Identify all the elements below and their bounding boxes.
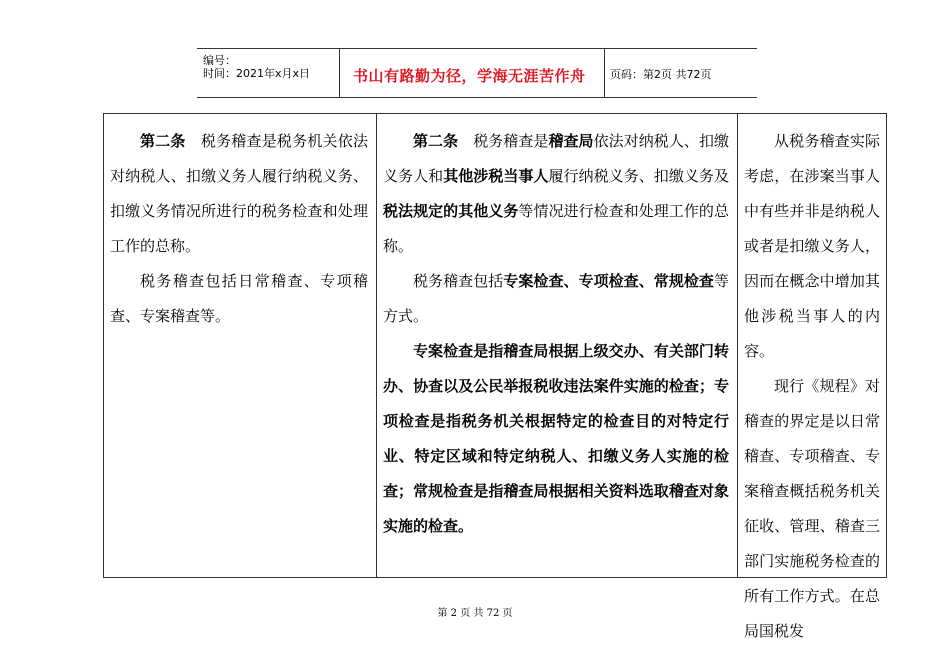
emphasis: 专案检查、专项检查、常规检查: [503, 272, 714, 290]
text-run: 税务稽查包括: [413, 272, 504, 290]
number-label: 编号：: [203, 54, 236, 67]
paragraph: 现行《规程》对稽查的界定是以日常稽查、专项稽查、专案稽查概括税务机关征收、管理、稽查三部门实施税务检查的所有工作方式。在总局国税发: [744, 377, 880, 640]
page-code: 页码：第2页 共72页: [610, 68, 712, 81]
motto: 书山有路勤为径，学海无涯苦作舟: [353, 67, 586, 85]
header-motto-cell: [340, 49, 800, 97]
article-number: 第二条: [140, 132, 186, 150]
page-footer: 第 2 页 共 72 页: [437, 608, 513, 619]
paragraph: [383, 264, 729, 334]
text-run: 税务稽查是: [458, 132, 549, 150]
explanation-column: [738, 114, 888, 640]
emphasis: 其他涉税当事人: [443, 167, 549, 185]
article-text: 税务稽查是税务机关依法对纳税人、扣缴义务人履行纳税义务、扣缴义务情况所进行的税务检查和处理工作的总称。: [110, 132, 368, 255]
emphasis: 稽查局: [548, 132, 594, 150]
time-label: 时间：2021年x月x日: [203, 67, 311, 80]
original-text-column: [104, 114, 377, 577]
text-run: 等情况进行检查和处理工作的总称。: [383, 202, 729, 255]
text-run: 履行纳税义务、扣缴义务及: [548, 167, 729, 185]
revised-text-column: [377, 114, 738, 577]
article-number: 第二条: [413, 132, 459, 150]
paragraph: 从税务稽查实际考虑，在涉案当事人中有些并非是纳税人或者是扣缴义务人，因而在概念中增加其他涉税当事人的内容。: [744, 132, 880, 360]
header-meta: [197, 49, 339, 97]
text-run: 等方式。: [383, 272, 729, 325]
paragraph: [110, 124, 368, 264]
page-header: [197, 48, 757, 98]
paragraph: 税务稽查包括日常稽查、专项稽查、专案稽查等。: [110, 272, 368, 325]
text-run: 依法对纳税人、扣缴义务人和: [383, 132, 729, 185]
paragraph: [383, 124, 729, 264]
header-divider: [604, 49, 605, 97]
emphasis: 税法规定的其他义务: [383, 202, 519, 220]
paragraph: 专案检查是指稽查局根据上级交办、有关部门转办、协查以及公民举报税收违法案件实施的检查；专项检查是指税务机关根据特定的检查目的对特定行业、特定区域和特定纳税人、扣缴义务人实施的检查；常规检查是指稽查局根据相关资料选取稽查对象实施的检查。: [383, 342, 729, 535]
